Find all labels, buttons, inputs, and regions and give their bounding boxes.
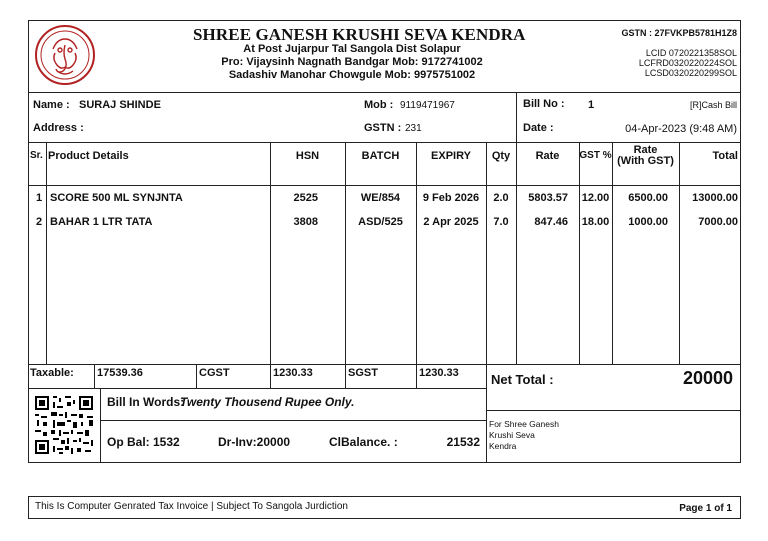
customer-name: SURAJ SHINDE [79,99,161,111]
proprietor-line: Pro: Vijaysinh Nagnath Bandgar Mob: 9172741002 [221,56,483,68]
th-product: Product Details [48,150,129,162]
row1-hsn: 2525 [293,192,318,204]
page-number: Page 1 of 1 [679,503,732,514]
shop-name: SHREE GANESH KRUSHI SEVA KENDRA [193,25,526,44]
row1-expiry: 9 Feb 2026 [422,192,480,204]
row2-hsn: 3808 [293,216,318,228]
closing-balance-value: 21532 [446,435,480,449]
bill-date-label: Date : [523,122,554,134]
customer-divider [28,142,741,143]
items-bottom-line [28,364,741,365]
th-rate: Rate [535,150,560,162]
bill-type: [R]Cash Bill [689,100,737,110]
tax-col-line [196,364,197,388]
bill-in-words-label: Bill In Words: [107,395,185,409]
row2-qty: 7.0 [493,216,509,228]
customer-gstn-label: GSTN : [364,122,402,134]
customer-mob-label: Mob : [364,99,394,111]
row1-product: SCORE 500 ML SYNJNTA [50,192,183,204]
row2-total: 7000.00 [698,216,738,228]
license-2: LCFRD0320220224SOL [638,58,737,68]
th-batch: BATCH [361,150,400,162]
th-qty: Qty [491,150,511,162]
op-balance: Op Bal: 1532 [107,435,180,449]
th-hsn: HSN [295,150,320,162]
th-total: Total [712,150,738,162]
col-line-qty [516,142,517,364]
row2-gst: 18.00 [581,216,610,228]
license-1: LCID 0720221358SOL [645,48,737,58]
col-line-gst [612,142,613,364]
row1-total: 13000.00 [692,192,738,204]
closing-balance-label: ClBalance. : [329,435,398,449]
words-line [100,420,486,421]
row1-batch: WE/854 [360,192,401,204]
col-line-hsn [345,142,346,388]
customer-gstn: 231 [405,123,422,134]
signatory-line-2: Krushi Seva [489,430,535,440]
bill-no-label: Bill No : [523,98,565,110]
col-line-batch [416,142,417,388]
taxable-label: Taxable: [30,367,74,379]
ganesh-logo-icon [33,23,97,87]
cgst-label: CGST [199,367,230,379]
th-rate-gst-line1: Rate [633,144,658,156]
bill-info-divider [516,92,517,142]
customer-address-label: Address : [33,122,84,134]
row1-sr: 1 [36,192,43,204]
th-sr: Sr. [30,150,43,161]
bill-in-words-value: Twenty Thousend Rupee Only. [180,395,355,409]
qr-divider [100,388,101,463]
customer-name-label: Name : [33,99,70,111]
cgst-value: 1230.33 [273,367,313,379]
seller-gstn: GSTN : 27FVKPB5781H1Z8 [621,28,737,38]
row2-batch: ASD/525 [358,216,403,228]
bill-date: 04-Apr-2023 (9:48 AM) [625,123,737,135]
dr-invoice: Dr-Inv:20000 [218,435,291,449]
partner-line: Sadashiv Manohar Chowgule Mob: 9975751002 [228,69,476,81]
sgst-value: 1230.33 [419,367,459,379]
row2-sr: 2 [36,216,43,228]
th-rate-gst-line2: (With GST) [617,155,674,167]
tax-col-line-2 [94,364,95,388]
bill-no: 1 [588,99,595,111]
col-line-product [270,142,271,388]
customer-mob: 9119471967 [400,100,455,111]
col-line-rate [579,142,580,364]
tax-line [28,388,486,389]
row1-gst: 12.00 [581,192,610,204]
row2-expiry: 2 Apr 2025 [423,216,479,228]
col-line-expiry [486,142,487,463]
sgst-label: SGST [348,367,378,379]
col-line-sr [46,142,47,364]
row1-qty: 2.0 [493,192,509,204]
net-total-value: 20000 [682,368,733,388]
row2-rate-gst: 1000.00 [628,216,668,228]
license-3: LCSD0320220299SOL [644,68,737,78]
row1-rate-gst: 6500.00 [628,192,668,204]
net-total-line [486,410,741,411]
taxable-value: 17539.36 [97,367,143,379]
row1-rate: 5803.57 [528,192,568,204]
header-divider [28,92,741,93]
signatory-line-3: Kendra [489,441,517,451]
row2-rate: 847.46 [534,216,568,228]
signatory-line-1: For Shree Ganesh [489,419,559,429]
col-line-rate-gst [679,142,680,364]
footer-note: This Is Computer Genrated Tax Invoice | Subject To Sangola Jurdiction [35,501,348,512]
net-total-label: Net Total : [491,372,554,387]
qr-code-icon [33,394,95,456]
th-gst: GST % [579,150,612,161]
th-expiry: EXPIRY [431,150,471,162]
row2-product: BAHAR 1 LTR TATA [50,216,153,228]
table-header-divider [28,185,741,186]
shop-address: At Post Jujarpur Tal Sangola Dist Solapur [243,43,461,55]
